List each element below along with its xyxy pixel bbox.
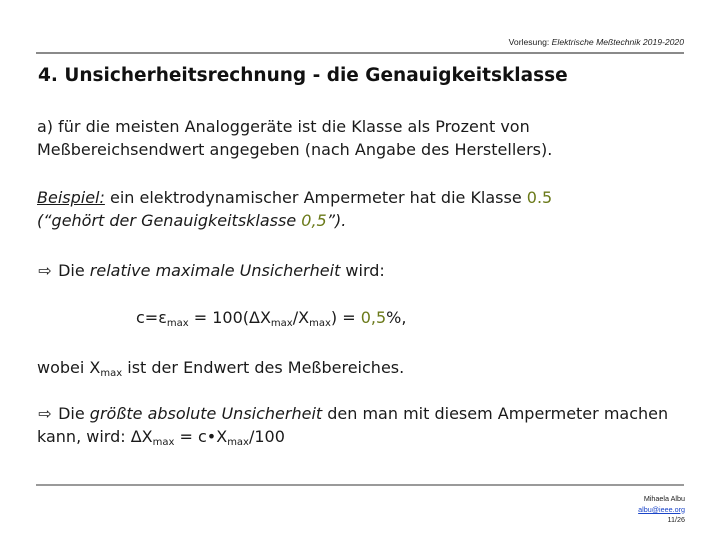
formula-sub: max bbox=[309, 318, 331, 329]
absolute-line2-end: /100 bbox=[248, 427, 285, 446]
author-email-link[interactable]: albu@ieee.org bbox=[638, 504, 685, 514]
example-quote-close: ”). bbox=[326, 211, 347, 230]
page-number: 11/26 bbox=[667, 515, 685, 524]
example-class-value: 0.5 bbox=[526, 188, 553, 207]
paragraph-a-line1: für die meisten Analoggeräte ist die Klasse als Prozent von bbox=[53, 117, 530, 136]
arrow-right-icon: ⇨ bbox=[38, 261, 52, 280]
author-name: Mihaela Albu bbox=[643, 494, 685, 503]
paragraph-a-line2: Meßbereichsendwert angegeben (nach Angabe des Herstellers). bbox=[37, 140, 553, 159]
relative-prefix: Die bbox=[53, 261, 90, 280]
formula-value: 0,5 bbox=[360, 308, 387, 327]
absolute-sub: max bbox=[152, 437, 175, 448]
course-header bbox=[509, 37, 684, 47]
relative-uncertainty-line bbox=[37, 259, 687, 282]
formula-eq: = 100(ΔX bbox=[188, 308, 271, 327]
header-divider bbox=[36, 52, 684, 54]
course-name: Elektrische Meßtechnik 2019-2020 bbox=[551, 37, 684, 47]
arrow-right-icon: ⇨ bbox=[38, 404, 52, 423]
paragraph-a-label: a) bbox=[37, 117, 54, 136]
absolute-prefix: Die bbox=[53, 404, 90, 423]
absolute-line2-mid: = c•X bbox=[174, 427, 228, 446]
example-label: Beispiel: bbox=[37, 188, 105, 207]
absolute-sub: max bbox=[227, 437, 249, 448]
absolute-suffix: den man mit diesem Ampermeter machen bbox=[322, 404, 669, 423]
formula-slash: /X bbox=[292, 308, 310, 327]
absolute-uncertainty-paragraph bbox=[37, 402, 687, 454]
course-prefix: Vorlesung: bbox=[508, 37, 552, 47]
relative-suffix: wird: bbox=[340, 261, 385, 280]
where-line bbox=[37, 356, 687, 385]
formula-c-eps: c=ε bbox=[136, 308, 167, 327]
formula-sub: max bbox=[166, 318, 189, 329]
absolute-line2-prefix: kann, wird: ΔX bbox=[37, 427, 153, 446]
footer bbox=[638, 494, 685, 526]
relative-emphasis: relative maximale Unsicherheit bbox=[89, 261, 341, 280]
relative-formula bbox=[136, 308, 406, 329]
example-paragraph bbox=[37, 186, 687, 232]
where-prefix: wobei X bbox=[37, 358, 101, 377]
absolute-emphasis: größte absolute Unsicherheit bbox=[89, 404, 323, 423]
where-sub: max bbox=[100, 368, 123, 379]
example-quote-open: (“gehört der Genauigkeitsklasse bbox=[37, 211, 302, 230]
example-quote-value: 0,5 bbox=[301, 211, 327, 230]
formula-percent: %, bbox=[386, 308, 407, 327]
paragraph-a bbox=[37, 115, 687, 161]
formula-close: ) = bbox=[330, 308, 361, 327]
footer-divider bbox=[36, 484, 684, 486]
formula-sub: max bbox=[270, 318, 293, 329]
example-text: ein elektrodynamischer Ampermeter hat die Klasse bbox=[104, 188, 527, 207]
where-suffix: ist der Endwert des Meßbereiches. bbox=[122, 358, 405, 377]
slide-title: 4. Unsicherheitsrechnung - die Genauigkeitsklasse bbox=[38, 65, 568, 86]
